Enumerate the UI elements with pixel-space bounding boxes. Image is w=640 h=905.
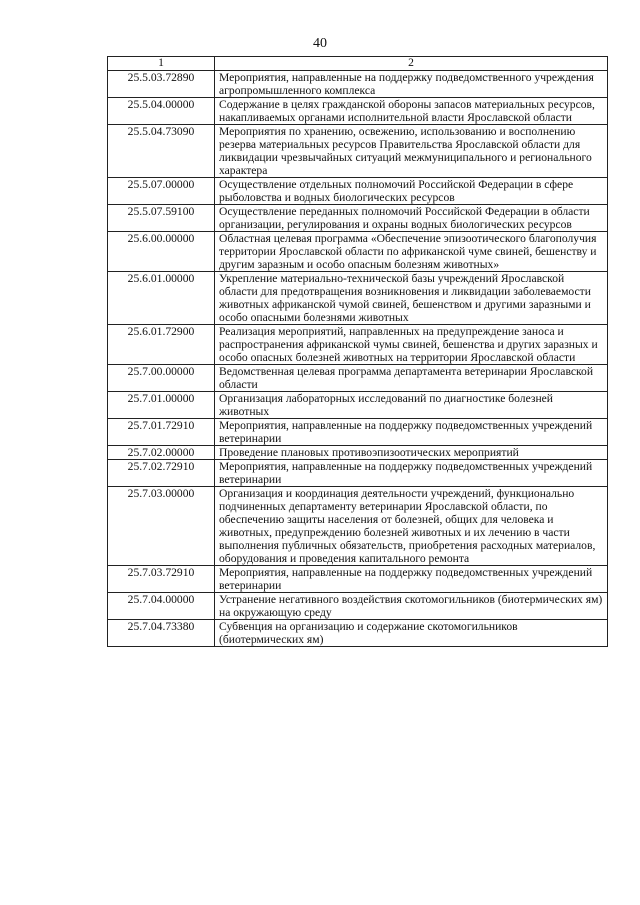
table-row	[108, 392, 608, 419]
row-description: Осуществление отдельных полномочий Российской Федерации в сфере рыболовства и водных биологических ресурсов	[215, 178, 608, 205]
row-description: Областная целевая программа «Обеспечение эпизоотического благополучия территории Ярославской области по африканской чуме свиней, бешенству и другим заразным и особо опасным болезням животных»	[215, 232, 608, 272]
table-row	[108, 593, 608, 620]
row-code: 25.6.01.00000	[108, 272, 215, 325]
table-row	[108, 566, 608, 593]
table-row	[108, 419, 608, 446]
column-header-description: 2	[215, 57, 608, 71]
row-code: 25.7.00.00000	[108, 365, 215, 392]
table-row	[108, 125, 608, 178]
row-code: 25.5.04.73090	[108, 125, 215, 178]
row-code: 25.6.00.00000	[108, 232, 215, 272]
table-row	[108, 325, 608, 365]
row-description: Организация и координация деятельности учреждений, функционально подчиненных департаменту ветеринарии Ярославской области, по обеспечению защиты населения от болезней, общих для человека и животных, предупреждению болезней животных и их лечению в части выполнения публичных обязательств, приобретения расходных материалов, оборудования и проведения капитального ремонта	[215, 487, 608, 566]
row-code: 25.7.01.72910	[108, 419, 215, 446]
row-description: Устранение негативного воздействия скотомогильников (биотермических ям) на окружающую среду	[215, 593, 608, 620]
row-description: Реализация мероприятий, направленных на предупреждение заноса и распространения африканской чумы свиней, бешенства и других заразных и особо опасных болезней животных на территории Ярославской области	[215, 325, 608, 365]
row-code: 25.5.03.72890	[108, 71, 215, 98]
row-description: Субвенция на организацию и содержание скотомогильников (биотермических ям)	[215, 620, 608, 647]
row-description: Проведение плановых противоэпизоотических мероприятий	[215, 446, 608, 460]
row-description: Мероприятия по хранению, освежению, использованию и восполнению резерва материальных ресурсов Правительства Ярославской области для ликвидации чрезвычайных ситуаций межмуниципального и регионального характера	[215, 125, 608, 178]
table-row	[108, 487, 608, 566]
row-code: 25.7.02.72910	[108, 460, 215, 487]
table-row	[108, 178, 608, 205]
table-row	[108, 232, 608, 272]
table-row	[108, 272, 608, 325]
row-description: Мероприятия, направленные на поддержку подведомственного учреждения агропромышленного комплекса	[215, 71, 608, 98]
table-row	[108, 98, 608, 125]
row-description: Осуществление переданных полномочий Российской Федерации в области организации, регулирования и охраны водных биологических ресурсов	[215, 205, 608, 232]
row-code: 25.7.03.72910	[108, 566, 215, 593]
column-header-code: 1	[108, 57, 215, 71]
row-code: 25.7.02.00000	[108, 446, 215, 460]
row-description: Мероприятия, направленные на поддержку подведомственных учреждений ветеринарии	[215, 566, 608, 593]
row-code: 25.7.01.00000	[108, 392, 215, 419]
table-header-row	[108, 57, 608, 71]
row-code: 25.7.03.00000	[108, 487, 215, 566]
row-description: Мероприятия, направленные на поддержку подведомственных учреждений ветеринарии	[215, 419, 608, 446]
table-row	[108, 205, 608, 232]
row-code: 25.6.01.72900	[108, 325, 215, 365]
row-code: 25.5.04.00000	[108, 98, 215, 125]
row-description: Мероприятия, направленные на поддержку подведомственных учреждений ветеринарии	[215, 460, 608, 487]
row-code: 25.5.07.00000	[108, 178, 215, 205]
page-number: 40	[313, 36, 327, 51]
row-description: Ведомственная целевая программа департамента ветеринарии Ярославской области	[215, 365, 608, 392]
table-row	[108, 71, 608, 98]
row-description: Укрепление материально-технической базы учреждений Ярославской области для предотвращения возникновения и ликвидации заболеваемости животных африканской чумой свиней, бешенством и другими заразными и особо опасными болезнями животных	[215, 272, 608, 325]
row-code: 25.5.07.59100	[108, 205, 215, 232]
row-description: Содержание в целях гражданской обороны запасов материальных ресурсов, накапливаемых органами исполнительной власти Ярославской области	[215, 98, 608, 125]
row-code: 25.7.04.00000	[108, 593, 215, 620]
table-row	[108, 446, 608, 460]
table-row	[108, 620, 608, 647]
row-description: Организация лабораторных исследований по диагностике болезней животных	[215, 392, 608, 419]
budget-classification-table	[107, 56, 608, 647]
table-row	[108, 365, 608, 392]
row-code: 25.7.04.73380	[108, 620, 215, 647]
table-row	[108, 460, 608, 487]
